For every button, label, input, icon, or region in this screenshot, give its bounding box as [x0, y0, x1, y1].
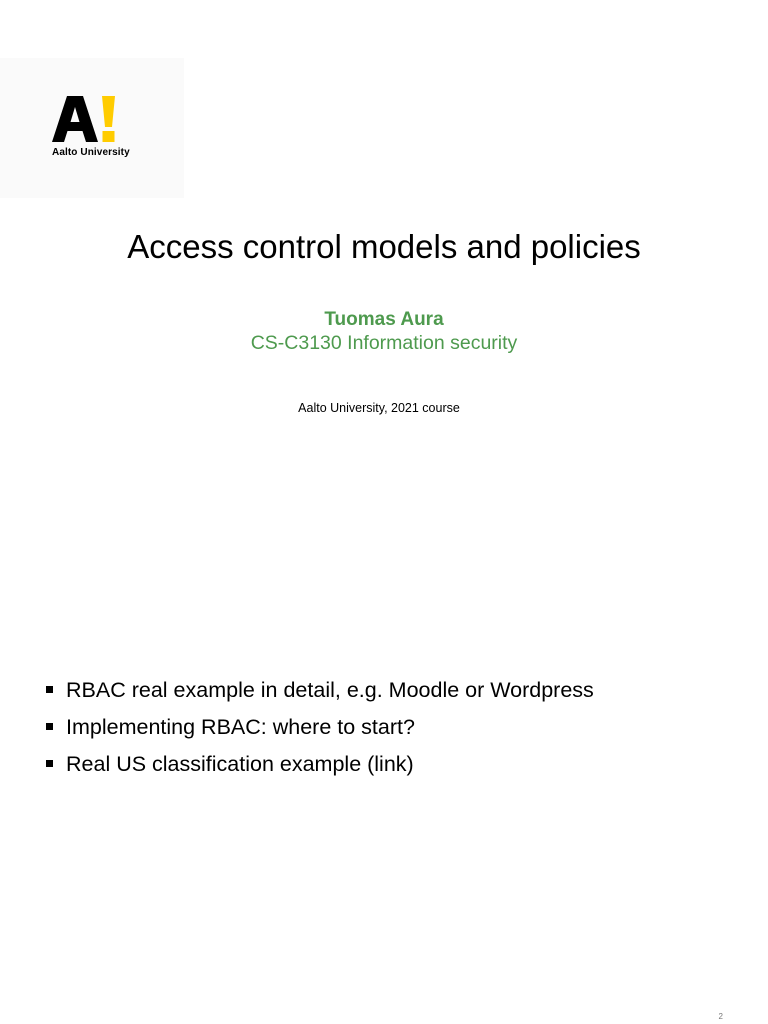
- bullet-text: RBAC real example in detail, e.g. Moodle or Wordpress: [66, 678, 594, 702]
- bullet-text: Implementing RBAC: where to start?: [66, 715, 415, 739]
- bullet-item: [46, 678, 746, 715]
- bullet-list: [46, 678, 746, 789]
- title-slide: [0, 0, 768, 440]
- page-number: 2: [718, 1012, 723, 1021]
- slide-subtitle: Aalto University, 2021 course: [298, 401, 460, 415]
- course-name: CS-C3130 Information security: [250, 332, 518, 354]
- square-bullet-icon: [46, 723, 53, 730]
- aalto-logo-icon: [52, 96, 122, 142]
- square-bullet-icon: [46, 760, 53, 767]
- bullet-item: [46, 715, 746, 752]
- slide-title: Access control models and policies: [127, 228, 641, 265]
- logo-university-label: Aalto University: [52, 147, 130, 158]
- author-name: Tuomas Aura: [324, 309, 444, 330]
- bullet-item: [46, 752, 746, 789]
- bullet-text: Real US classification example (link): [66, 752, 414, 776]
- square-bullet-icon: [46, 686, 53, 693]
